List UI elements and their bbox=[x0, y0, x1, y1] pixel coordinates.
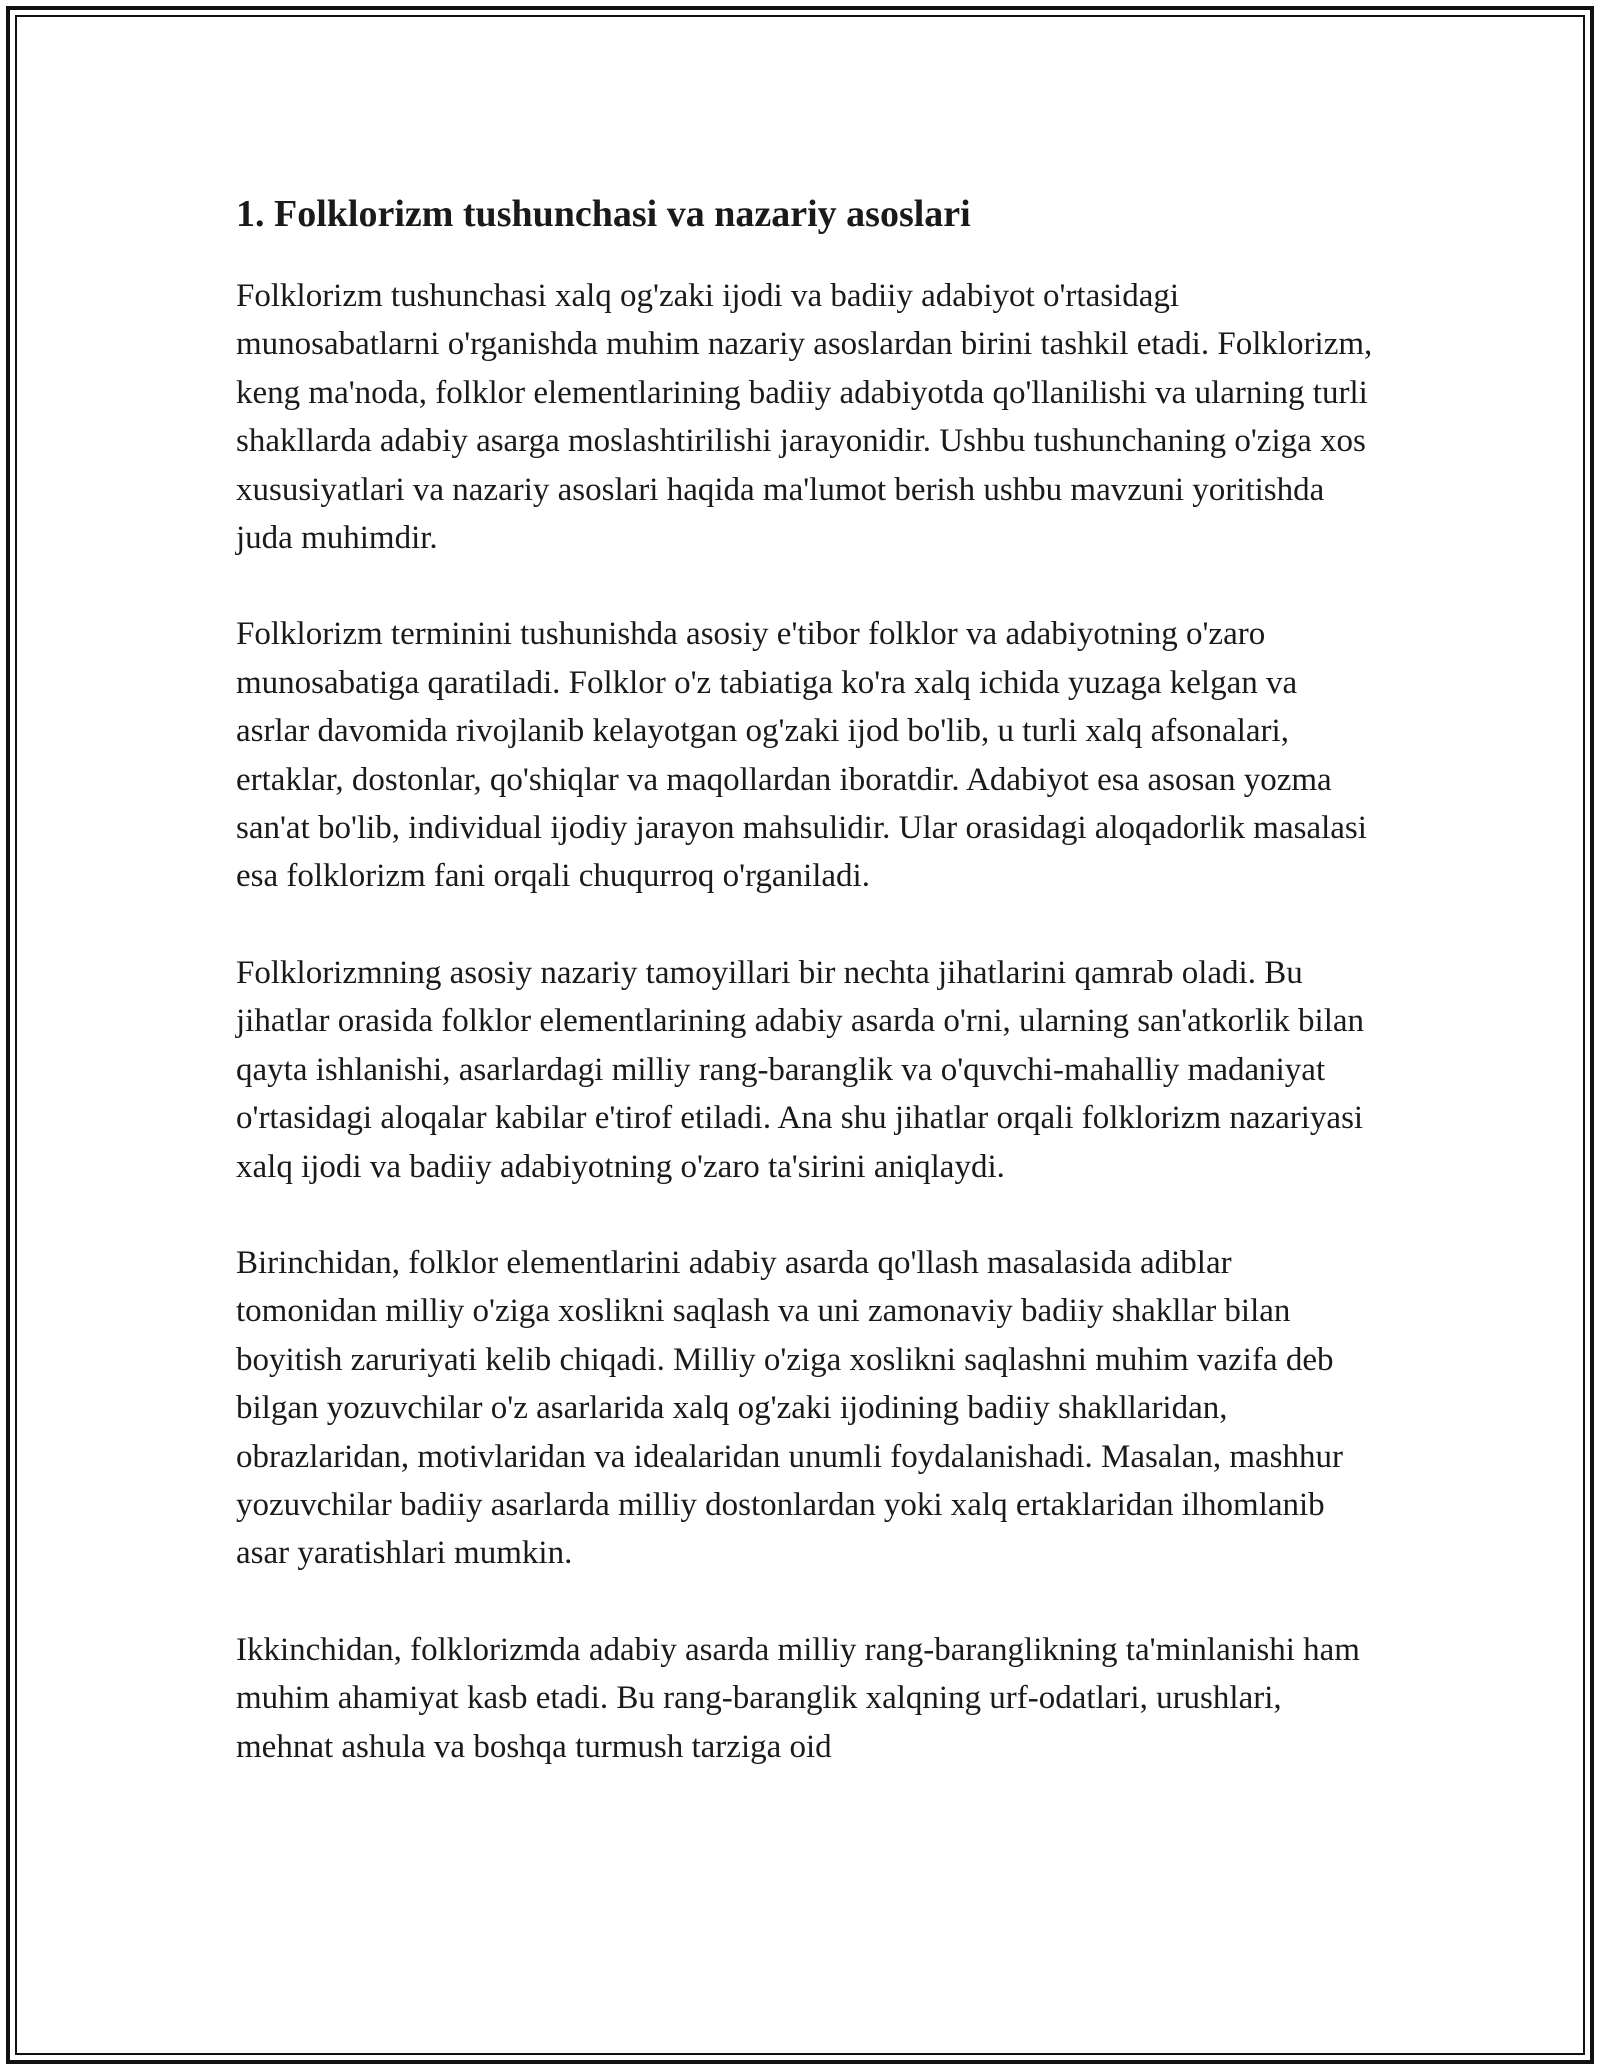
paragraph-3: Folklorizmning asosiy nazariy tamoyillari bir nechta jihatlarini qamrab oladi. Bu jihatlar orasida folklor elementlarining adabiy asarda o'rni, ularning san'atkorlik bilan qayta ishlanishi, asarlardagi milliy rang-baranglik va o'quvchi-mahalliy madaniyat o'rtasidagi aloqalar kabilar e'tirof etiladi. Ana shu jihatlar orqali folklorizm nazariyasi xalq ijodi va badiiy adabiyotning o'zaro ta'sirini aniqlaydi. bbox=[236, 954, 1365, 1185]
paragraph-2: Folklorizm terminini tushunishda asosiy e'tibor folklor va adabiyotning o'zaro munosabatiga qaratiladi. Folklor o'z tabiatiga ko'ra xalq ichida yuzaga kelgan va asrlar davomida rivojlanib kelayotgan og'zaki ijod bo'lib, u turli xalq afsonalari, ertaklar, dostonlar, qo'shiqlar va maqollardan iboratdir. Adabiyot esa asosan yozma san'at bo'lib, individual ijodiy jarayon mahsulidir. Ular orasidagi aloqadorlik masalasi esa folklorizm fani orqali chuqurroq o'rganiladi. bbox=[236, 616, 1367, 895]
paragraph-4: Birinchidan, folklor elementlarini adabiy asarda qo'llash masalasida adiblar tomonidan milliy o'ziga xoslikni saqlash va uni zamonaviy badiiy shakllar bilan boyitish zaruriyati kelib chiqadi. Milliy o'ziga xoslikni saqlashni muhim vazifa deb bilgan yozuvchilar o'z asarlarida xalq og'zaki ijodining badiiy shakllaridan, obrazlaridan, motivlaridan va idealaridan unumli foydalanishadi. Masalan, mashhur yozuvchilar badiiy asarlarda milliy dostonlardan yoki xalq ertaklaridan ilhomlanib asar yaratishlari mumkin. bbox=[236, 1244, 1343, 1572]
section-heading: 1. Folklorizm tushunchasi va nazariy asoslari bbox=[236, 193, 971, 235]
document-body bbox=[236, 186, 1376, 1819]
paragraph-1: Folklorizm tushunchasi xalq og'zaki ijodi va badiiy adabiyot o'rtasidagi munosabatlarni o'rganishda muhim nazariy asoslardan birini tashkil etadi. Folklorizm, keng ma'noda, folklor elementlarining badiiy adabiyotda qo'llanilishi va ularning turli shakllarda adabiy asarga moslashtirilishi jarayonidir. Ushbu tushunchaning o'ziga xos xususiyatlari va nazariy asoslari haqida ma'lumot berish ushbu mavzuni yoritishda juda muhimdir. bbox=[236, 278, 1373, 557]
paragraph-5: Ikkinchidan, folklorizmda adabiy asarda milliy rang-baranglikning ta'minlanishi ham muhim ahamiyat kasb etadi. Bu rang-baranglik xalqning urf-odatlari, urushlari, mehnat ashula va boshqa turmush tarziga oid bbox=[236, 1631, 1360, 1765]
